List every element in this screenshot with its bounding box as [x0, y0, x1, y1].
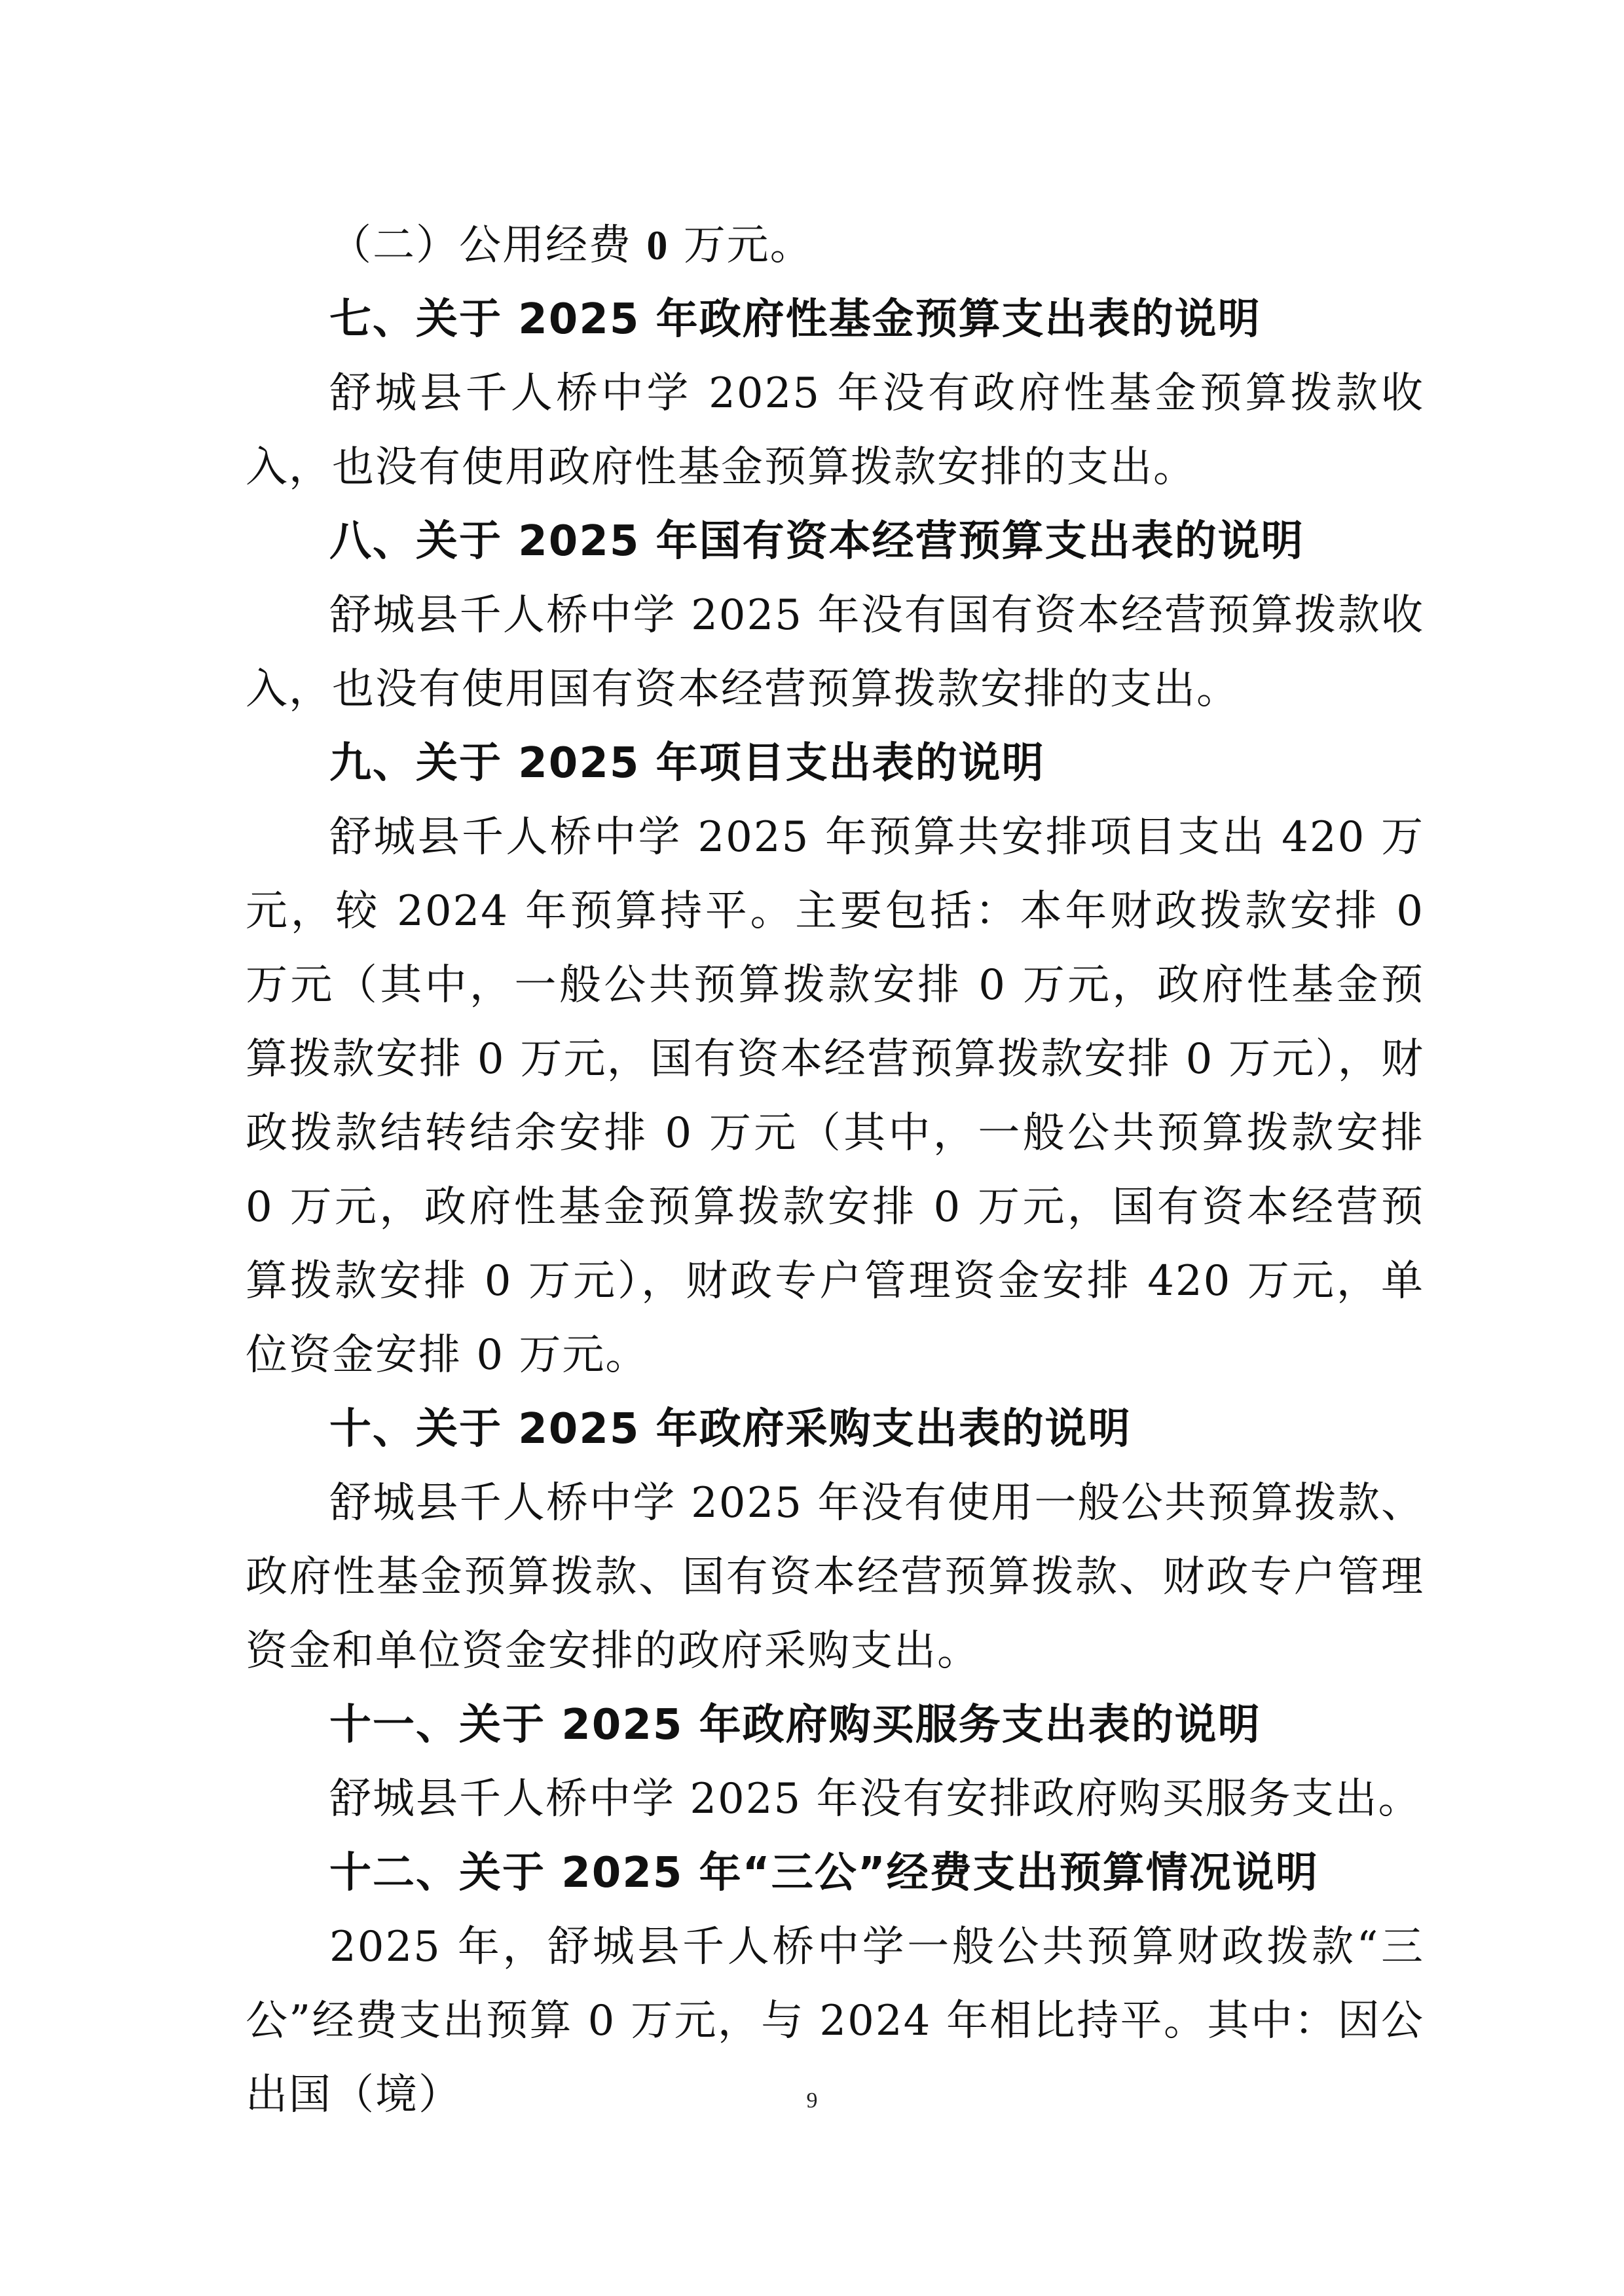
section-heading-10: 十、关于 2025 年政府采购支出表的说明	[329, 1405, 1132, 1453]
paragraph-section-12: 2025 年，舒城县千人桥中学一般公共预算财政拨款“三公”经费支出预算 0 万元，与 2024 年相比持平。其中：因公出国（境）	[246, 1923, 1424, 2119]
paragraph-section-11: 舒城县千人桥中学 2025 年没有安排政府购买服务支出。	[329, 1775, 1422, 1823]
document-body	[246, 208, 1424, 2132]
paragraph-section-7: 舒城县千人桥中学 2025 年没有政府性基金预算拨款收入，也没有使用政府性基金预算拨款安排的支出。	[246, 369, 1424, 492]
text-segment: （二）公用经费	[329, 221, 647, 270]
page-number: 9	[806, 2088, 818, 2113]
section-heading-9: 九、关于 2025 年项目支出表的说明	[329, 739, 1045, 788]
section-heading-11: 十一、关于 2025 年政府购买服务支出表的说明	[329, 1701, 1261, 1749]
amount-value: 0	[646, 222, 669, 268]
section-heading-8: 八、关于 2025 年国有资本经营预算支出表的说明	[329, 517, 1304, 566]
section-heading-12: 十二、关于 2025 年“三公”经费支出预算情况说明	[329, 1849, 1319, 1897]
paragraph-public-expenses	[246, 208, 1424, 283]
paragraph-section-9: 舒城县千人桥中学 2025 年预算共安排项目支出 420 万元，较 2024 年预算持平。主要包括：本年财政拨款安排 0 万元（其中，一般公共预算拨款安排 0 万元，政府性基金预算拨款安排 0 万元，国有资本经营预算拨款安排 0 万元），财政拨款结转结余安排 0 万元（其中，一般公共预算拨款安排 0 万元，政府性基金预算拨款安排 0 万元，国有资本经营预算拨款安排 0 万元），财政专户管理资金安排 420 万元，单位资金安排 0 万元。	[246, 813, 1424, 1379]
paragraph-section-8: 舒城县千人桥中学 2025 年没有国有资本经营预算拨款收入，也没有使用国有资本经营预算拨款安排的支出。	[246, 591, 1424, 714]
section-heading-7: 七、关于 2025 年政府性基金预算支出表的说明	[329, 295, 1261, 344]
text-segment: 万元。	[669, 221, 813, 270]
paragraph-section-10: 舒城县千人桥中学 2025 年没有使用一般公共预算拨款、政府性基金预算拨款、国有资本经营预算拨款、财政专户管理资金和单位资金安排的政府采购支出。	[246, 1479, 1424, 1675]
